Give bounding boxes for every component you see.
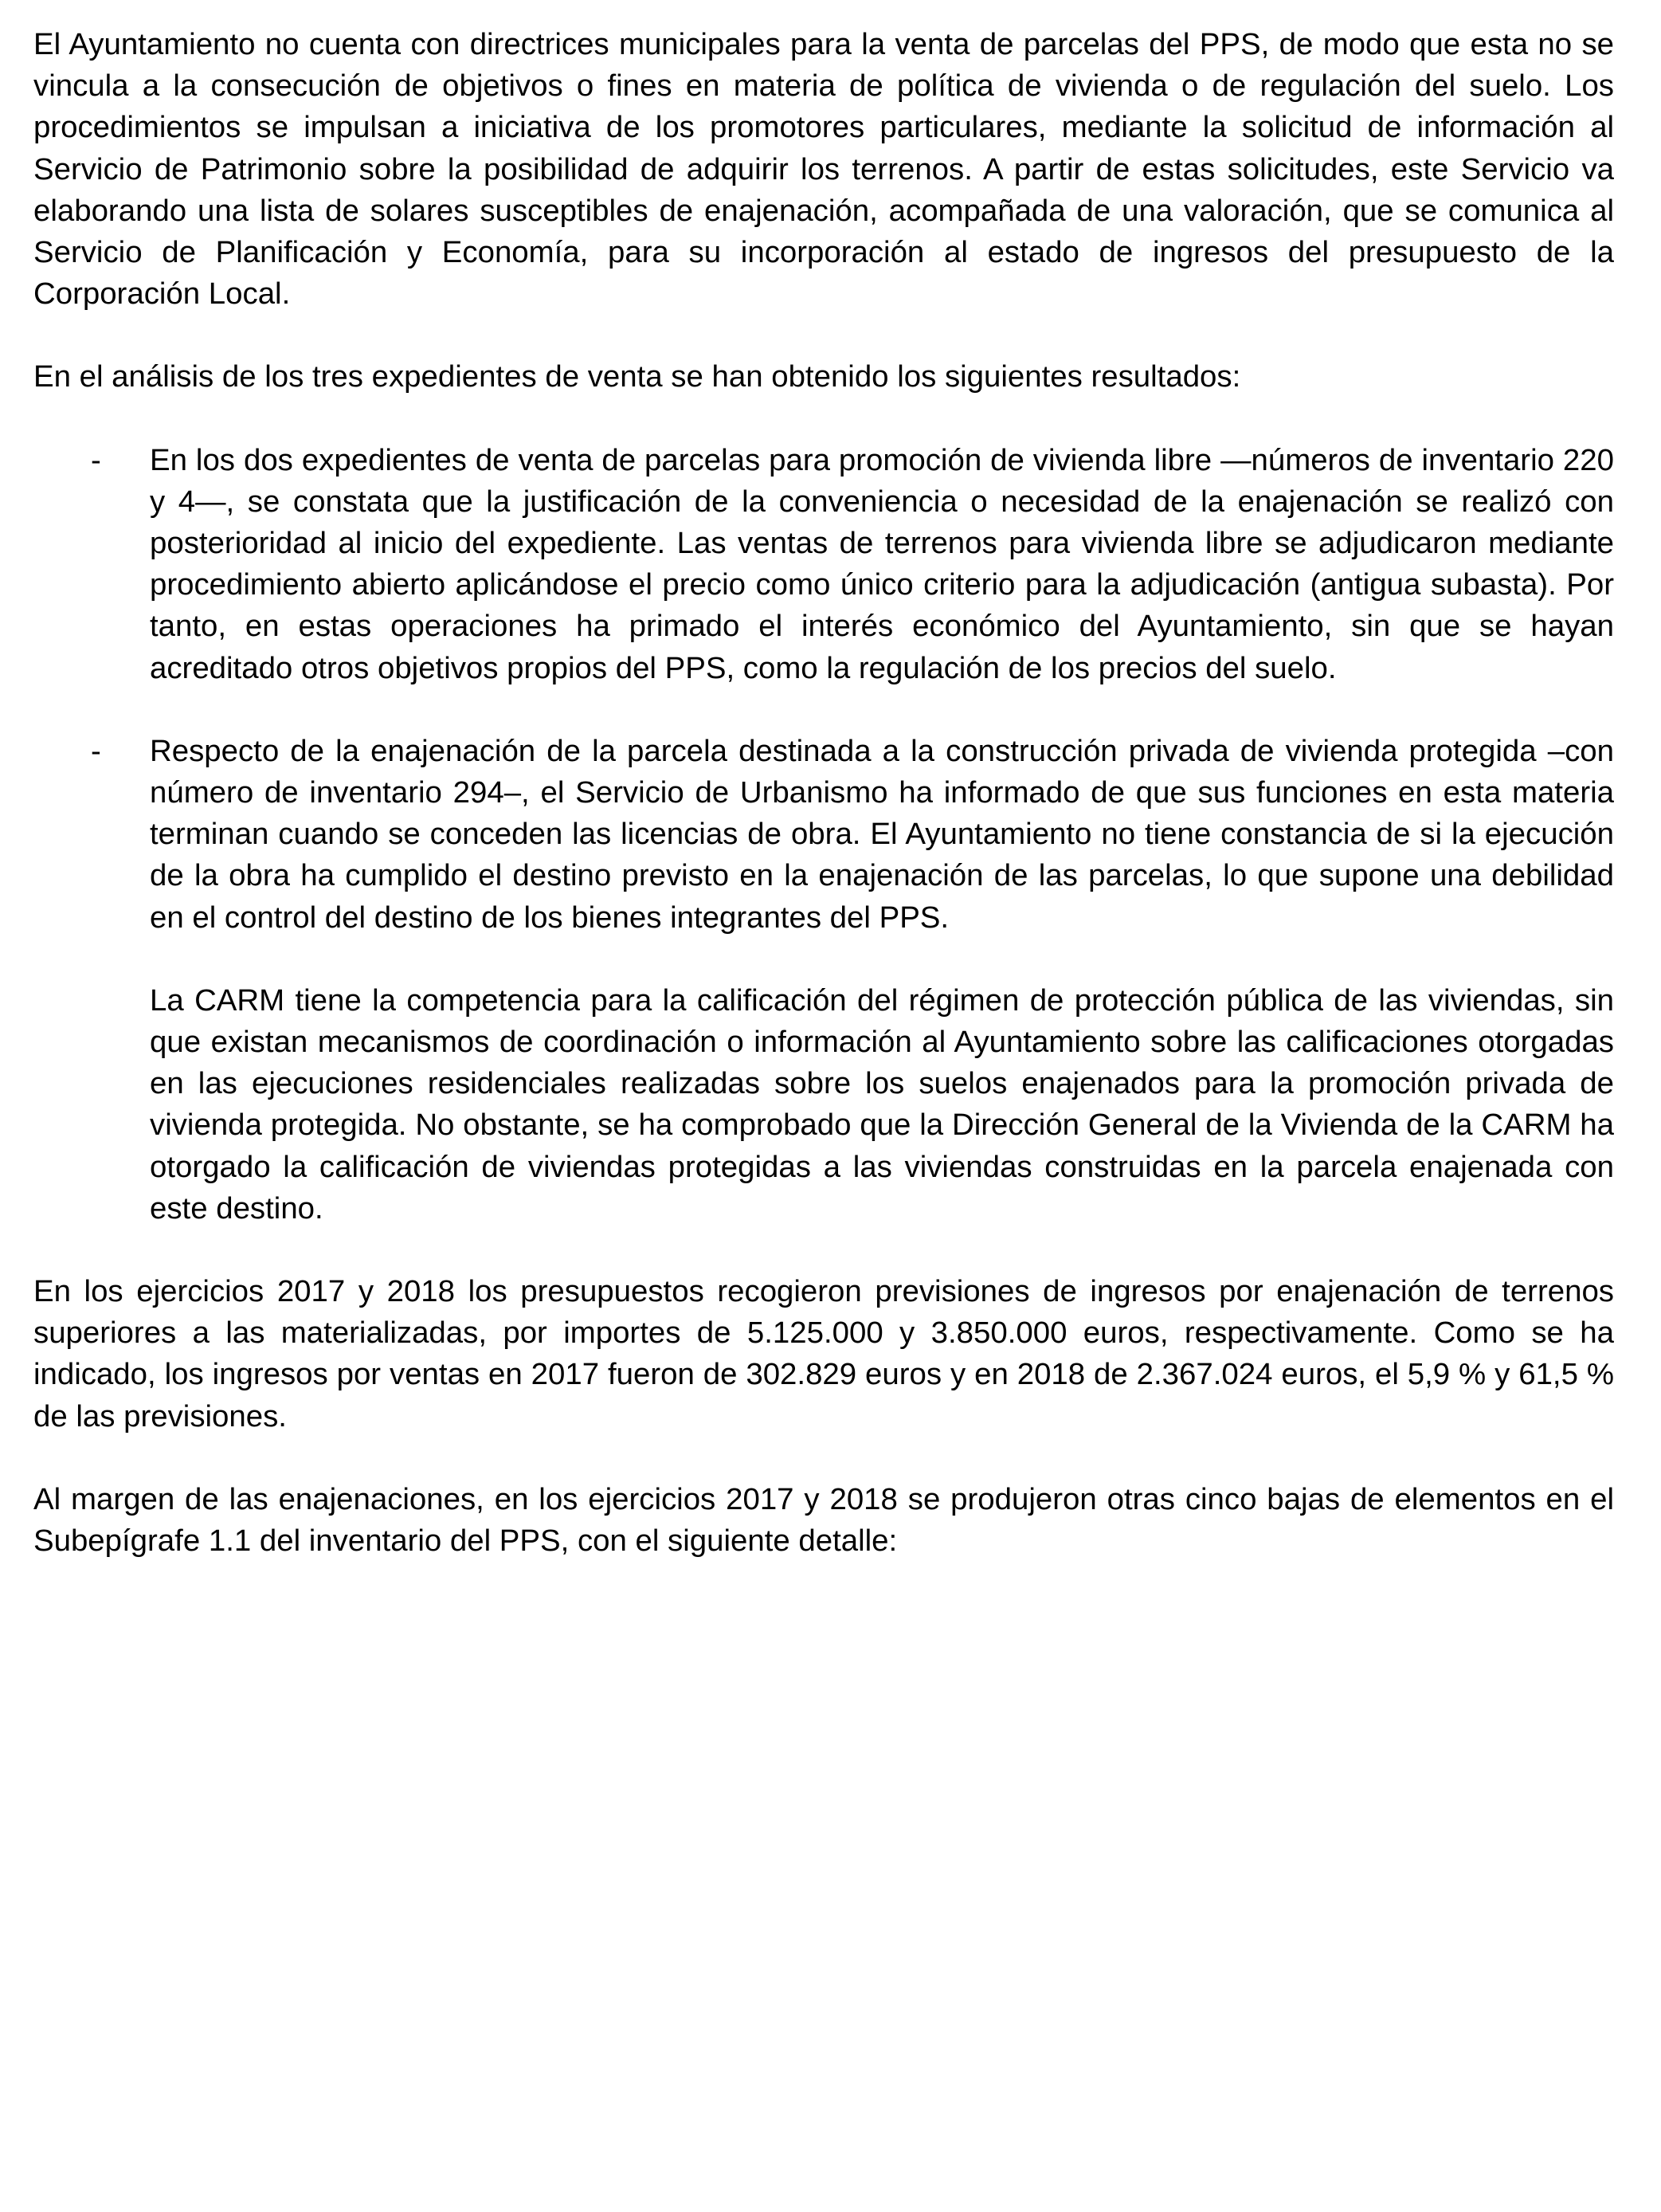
paragraph-directrices: El Ayuntamiento no cuenta con directrices municipales para la venta de parcelas del PPS, de modo que esta no se vincula a la consecución de objetivos o fines en materia de política de vivienda o de regulación del suelo. Los procedimientos se impulsan a iniciativa de los promotores particulares, mediante la solicitud de información al Servicio de Patrimonio sobre la posibilidad de adquirir los terrenos. A partir de estas solicitudes, este Servicio va elaborando una lista de solares susceptibles de enajenación, acompañada de una valoración, que se comunica al Servicio de Planificación y Economía, para su incorporación al estado de ingresos del presupuesto de la Corporación Local. (33, 27, 1614, 312)
paragraph-bajas: Al margen de las enajenaciones, en los ejercicios 2017 y 2018 se produjeron otras cinco bajas de elementos en el Subepígrafe 1.1 del inventario del PPS, con el siguiente detalle: (33, 1481, 1614, 1559)
bullet-dash: - (91, 442, 101, 477)
document-page (33, 24, 1614, 1603)
list-item-text: En los dos expedientes de venta de parcelas para promoción de vivienda libre —números de inventario 220 y 4—, se constata que la justificación de la conveniencia o necesidad de la enajenación se realizó con posterioridad al inicio del expediente. Las ventas de terrenos para vivienda libre se adjudicaron mediante procedimiento abierto aplicándose el precio como único criterio para la adjudicación (antigua subasta). Por tanto, en estas operaciones ha primado el interés económico del Ayuntamiento, sin que se hayan acreditado otros objetivos propios del PPS, como la regulación de los precios del suelo. (150, 442, 1614, 685)
list-item-text: Respecto de la enajenación de la parcela destinada a la construcción privada de vivienda protegida –con número de inventario 294–, el Servicio de Urbanismo ha informado de que sus funciones en esta materia terminan cuando se conceden las licencias de obra. El Ayuntamiento no tiene constancia de si la ejecución de la obra ha cumplido el destino previsto en la enajenación de las parcelas, lo que supone una debilidad en el control del destino de los bienes integrantes del PPS. (150, 733, 1614, 935)
bullet-dash: - (91, 733, 101, 768)
paragraph-analisis-intro: En el análisis de los tres expedientes de venta se han obtenido los siguientes resultados: (33, 359, 1241, 394)
paragraph-previsiones: En los ejercicios 2017 y 2018 los presupuestos recogieron previsiones de ingresos por enajenación de terrenos superiores a las materializadas, por importes de 5.125.000 y 3.850.000 euros, respectivamente. Como se ha indicado, los ingresos por ventas en 2017 fueron de 302.829 euros y en 2018 de 2.367.024 euros, el 5,9 % y 61,5 % de las previsiones. (33, 1274, 1614, 1433)
list-item-vivienda-protegida (33, 731, 1614, 939)
list-item-vivienda-libre (33, 440, 1614, 689)
paragraph-carm: La CARM tiene la competencia para la calificación del régimen de protección pública de las viviendas, sin que existan mecanismos de coordinación o información al Ayuntamiento sobre las calificaciones otorgadas en las ejecuciones residenciales realizadas sobre los suelos enajenados para la promoción privada de vivienda protegida. No obstante, se ha comprobado que la Dirección General de la Vivienda de la CARM ha otorgado la calificación de viviendas protegidas a las viviendas construidas en la parcela enajenada con este destino. (150, 982, 1614, 1226)
